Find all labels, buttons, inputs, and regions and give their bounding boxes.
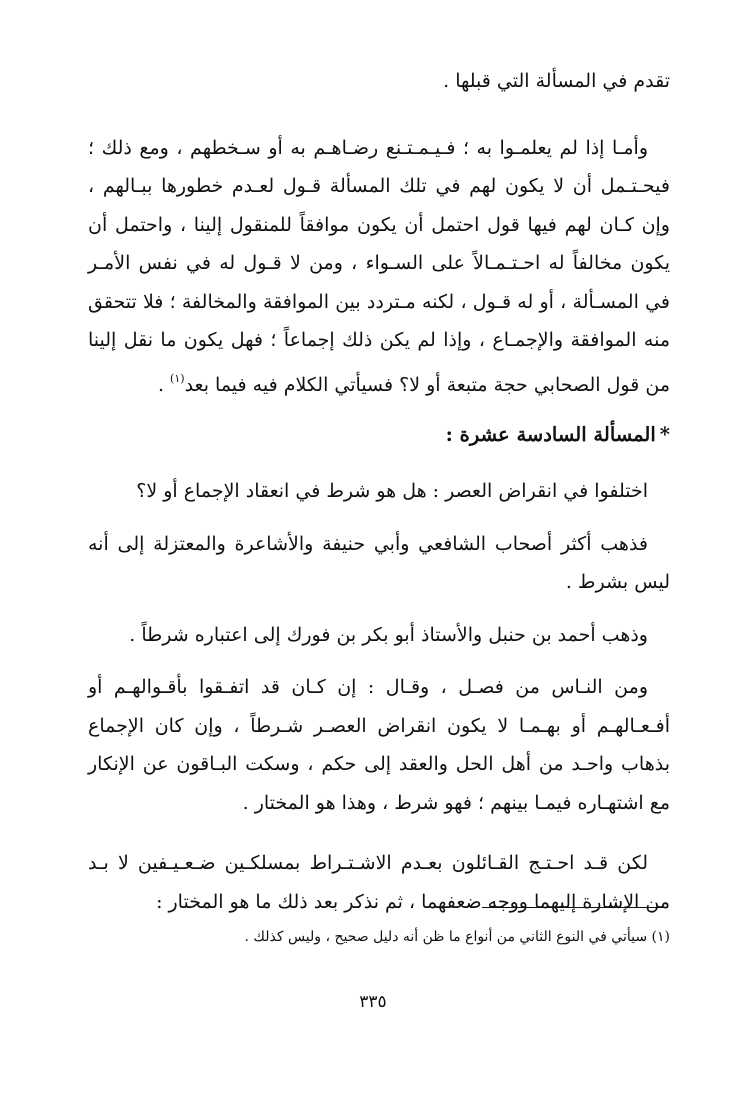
asterisk-icon: * [659, 423, 670, 446]
footnote-reference[interactable]: (١) [170, 371, 185, 385]
paragraph-6: ومن النـاس من فصـل ، وقـال : إن كـان قد اتفـقوا بأقـوالهـم أو أفـعـالهـم أو بهـمـا لا يكون انقراض العصـر شـرطاً ، وإن كان الإجماع بذهاب واحـد من أهل الحل والعقد إلى حكم ، وسكت البـاقون عن الإنكار مع اشتهـاره فيمـا بينهم ؛ فهو شرط ، وهذا هو المختار . [88, 676, 670, 814]
paragraph-2 [88, 129, 670, 405]
paragraph-2-end: . [157, 373, 171, 396]
paragraph-3: اختلفوا في انقراض العصر : هل هو شرط في انعقاد الإجماع أو لا؟ [136, 480, 648, 502]
paragraph-5: وذهب أحمد بن حنبل والأستاذ أبو بكر بن فورك إلى اعتباره شرطاً . [129, 623, 648, 646]
section-heading [88, 418, 670, 452]
footnote: (١) سيأتي في النوع الثاني من أنواع ما ظن أنه دليل صحيح ، وليس كذلك . [244, 929, 670, 945]
paragraph-2-text: وأمـا إذا لم يعلمـوا به ؛ فـيـمـتـنع رضـاهـم به أو سـخطهم ، ومع ذلك ؛ فيحـتـمل أن لا يكون لهم في تلك المسألة قـول لعـدم خطورها ببـالهم ، وإن كـان لهم فيها قول احتمل أن يكون موافقاً للمنقول إلينا ، واحتمل أن يكون مخالفاً له احـتـمـالاً على السـواء ، ومن لا قـول له في نفس الأمـر في المسـألة ، أو له قـول ، لكنه مـتردد بين الموافقة والمخالفة ؛ فلا تتحقق منه الموافقة والإجمـاع ، وإذا لم يكن ذلك إجماعاً ؛ فهل يكون ما نقل إلينا من قول الصحابي حجة متبعة أو لا؟ فسيأتي الكلام فيه فيما بعد [88, 136, 670, 396]
paragraph-7: لكن قـد احـتـج القـائلون بعـدم الاشـتـراط بمسلكـين ضـعـيـفين لا بـد من الإشارة إليهما ووجه ضعفهما ، ثم نذكر بعد ذلك ما هو المختار : [88, 852, 670, 913]
page-body [88, 62, 670, 921]
section-heading-text: المسألة السادسة عشرة : [445, 423, 656, 446]
footnote-divider [482, 907, 668, 908]
paragraph-1: تقدم في المسألة التي قبلها . [443, 70, 670, 92]
paragraph-4: فذهب أكثر أصحاب الشافعي وأبي حنيفة والأشاعرة والمعتزلة إلى أنه ليس بشرط . [88, 532, 670, 593]
page-number: ٣٣٥ [359, 992, 387, 1012]
